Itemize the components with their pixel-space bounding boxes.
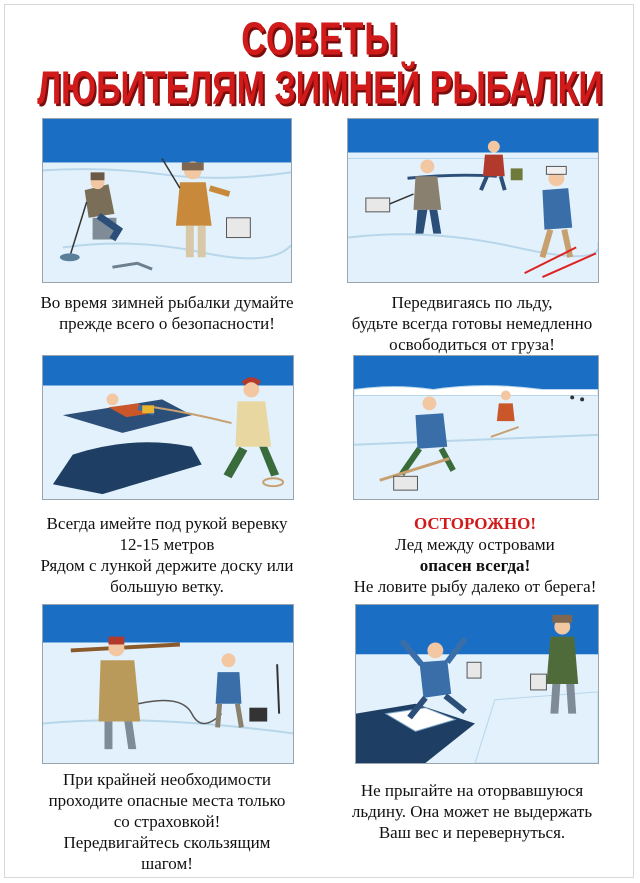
- caption-1: [17, 292, 317, 334]
- caption-4-line: Не ловите рыбу далеко от берега!: [353, 577, 597, 596]
- safety-rope-crossing-illustration: [42, 604, 294, 764]
- caption-4-warning: ОСТОРОЖНО!: [413, 514, 537, 533]
- ice-fishing-illustration: [42, 118, 292, 283]
- caption-6-line: Не прыгайте на оторвавшуюся: [360, 781, 584, 800]
- caption-5-line: шагом!: [141, 854, 193, 873]
- caption-2: [322, 292, 622, 355]
- caption-2-line: Передвигаясь по льду,: [391, 293, 553, 312]
- caption-2-line: освободиться от груза!: [389, 335, 555, 354]
- caption-3-line: Всегда имейте под рукой веревку: [46, 514, 288, 533]
- caption-1-line: Во время зимней рыбалки думайте: [40, 293, 294, 312]
- caption-6-line: льдину. Она может не выдержать: [351, 802, 593, 821]
- caption-5-line: со страховкой!: [113, 812, 221, 831]
- caption-1-line: прежде всего о безопасности!: [59, 314, 275, 333]
- caption-5: [17, 769, 317, 874]
- caption-5-line: Передвигайтесь скользящим: [63, 833, 271, 852]
- caption-3-line: 12-15 метров: [119, 535, 215, 554]
- caption-3-line: Рядом с лункой держите доску или: [40, 556, 294, 575]
- caption-6: [322, 780, 622, 843]
- poster-title-line1: СОВЕТЫ: [241, 14, 399, 66]
- caption-5-line: проходите опасные места только: [48, 791, 286, 810]
- ice-rescue-rope-illustration: [42, 355, 294, 500]
- caption-3-line: большую ветку.: [110, 577, 224, 596]
- ice-between-islands-illustration: [353, 355, 599, 500]
- caption-2-line: будьте всегда готовы немедленно: [351, 314, 593, 333]
- caption-3: [9, 513, 325, 597]
- caption-4-bold: опасен всегда: [419, 556, 525, 575]
- caption-4-line: Лед между островами: [395, 535, 555, 554]
- caption-6-line: Ваш вес и перевернуться.: [378, 823, 566, 842]
- poster-title-line2: ЛЮБИТЕЛЯМ ЗИМНЕЙ РЫБАЛКИ: [37, 63, 603, 115]
- caption-4-bold-suffix: !: [524, 556, 531, 575]
- caption-4-line: [320, 555, 630, 576]
- jumping-ice-floe-illustration: [355, 604, 599, 764]
- caption-5-line: При крайней необходимости: [62, 770, 272, 789]
- moving-on-ice-illustration: [347, 118, 599, 283]
- caption-4: [320, 513, 630, 597]
